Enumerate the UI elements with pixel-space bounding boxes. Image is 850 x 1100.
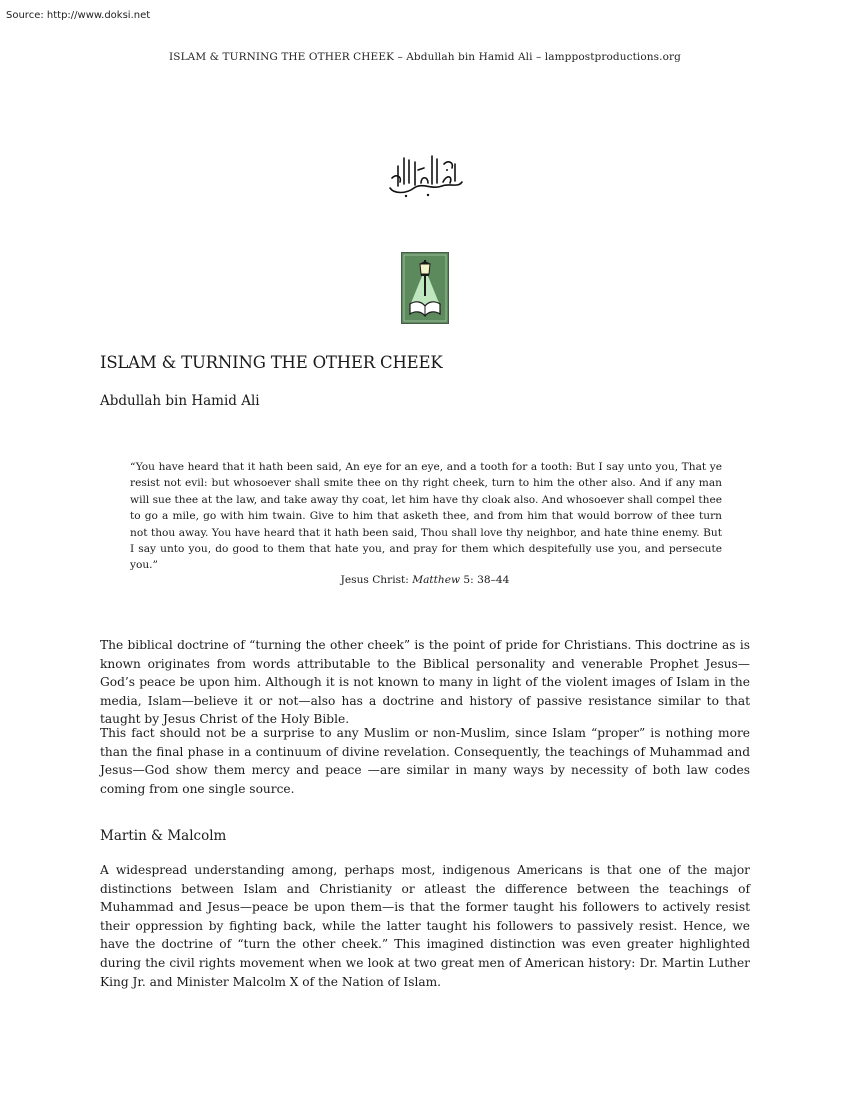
section-paragraph: A widespread understanding among, perhaps most, indigenous Americans is that one of the major distinctions between Islam and Christianity or atleast the difference between the teachings of Muhammad and Jesus—peace be upon them—is that the former taught his followers to actively resist their oppression by fighting back, while the latter taught his followers to passively resist. Hence, we have the doctrine of “turn the other cheek.” This imagined distinction was even greater highlighted during the civil rights movement when we look at two great men of American history: Dr. Martin Luther King Jr. and Minister Malcolm X of the Nation of Islam. bbox=[100, 863, 750, 989]
author-name: Abdullah bin Hamid Ali bbox=[100, 393, 260, 409]
running-header: ISLAM & TURNING THE OTHER CHEEK – Abdullah bin Hamid Ali – lamppostproductions.org bbox=[169, 51, 681, 63]
page-title: ISLAM & TURNING THE OTHER CHEEK bbox=[100, 353, 443, 372]
attribution-prefix: Jesus Christ: bbox=[340, 574, 413, 586]
lamppost-book-logo-icon bbox=[401, 252, 449, 324]
body-paragraph: This fact should not be a surprise to any Muslim or non-Muslim, since Islam “proper” is nothing more than the final phase in a continuum of divine revelation. Consequently, the teachings of Muhammad and Jesus—God show them mercy and peace —are similar in many ways by necessity of both law codes coming from one single source. bbox=[100, 726, 750, 796]
attribution-reference: 5: 38–44 bbox=[460, 574, 510, 586]
section-heading: Martin & Malcolm bbox=[100, 828, 227, 844]
source-label: Source: http://www.doksi.net bbox=[6, 10, 151, 21]
arabic-calligraphy-basmala-icon bbox=[384, 150, 466, 200]
epigraph-attribution bbox=[0, 574, 850, 586]
attribution-book: Matthew bbox=[412, 574, 461, 586]
body-paragraph: The biblical doctrine of “turning the other cheek” is the point of pride for Christians. This doctrine as is known originates from words attributable to the Biblical personality and venerable Prophet Jesus—God’s peace be upon him. Although it is not known to many in light of the violent images of Islam in the media, Islam—believe it or not—also has a doctrine and history of passive resistance similar to that taught by Jesus Christ of the Holy Bible. bbox=[100, 638, 750, 727]
epigraph-quote: “You have heard that it hath been said, An eye for an eye, and a tooth for a tooth: But I say unto you, That ye resist not evil: but whosoever shall smite thee on thy right cheek, turn to him the other also. And if any man will sue thee at the law, and take away thy coat, let him have thy cloak also. And whosoever shall compel thee to go a mile, go with him twain. Give to him that asketh thee, and from him that would borrow of thee turn not thou away. You have heard that it hath been said, Thou shall love thy neighbor, and hate thine enemy. But I say unto you, do good to them that hate you, and pray for them which despitefully use you, and persecute you.” bbox=[130, 461, 722, 572]
